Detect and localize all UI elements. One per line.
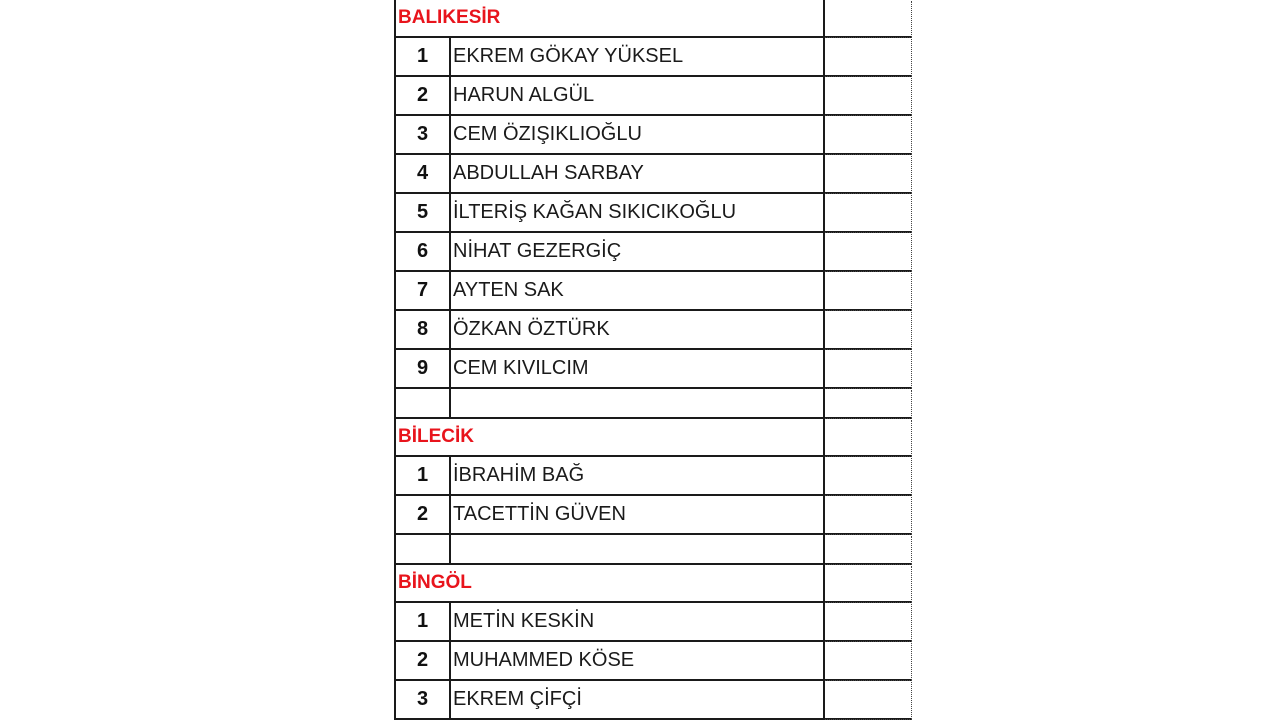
extra-cell (825, 312, 912, 349)
extra-cell (825, 566, 912, 602)
row-number: 2 (396, 642, 451, 679)
candidate-name: İLTERİŞ KAĞAN SIKICIKOĞLU (451, 194, 825, 231)
table-row (394, 116, 912, 155)
table-row (394, 272, 912, 311)
table-row (394, 681, 912, 720)
row-number: 1 (396, 38, 451, 75)
extra-cell (825, 273, 912, 310)
candidate-name: CEM KIVILCIM (451, 350, 825, 387)
candidate-name: EKREM GÖKAY YÜKSEL (451, 38, 825, 75)
extra-cell (825, 682, 912, 719)
section-title: BALIKESİR (396, 0, 825, 36)
extra-cell (825, 351, 912, 388)
extra-cell (825, 234, 912, 271)
candidate-name: ÖZKAN ÖZTÜRK (451, 311, 825, 348)
extra-cell (825, 1, 912, 37)
candidate-name: CEM ÖZIŞIKLIOĞLU (451, 116, 825, 153)
section-title: BİNGÖL (396, 565, 825, 601)
table-row (394, 155, 912, 194)
extra-cell (825, 390, 912, 418)
row-number: 3 (396, 681, 451, 718)
candidate-name: ABDULLAH SARBAY (451, 155, 825, 192)
row-number: 9 (396, 350, 451, 387)
extra-cell (825, 420, 912, 456)
table-row (394, 38, 912, 77)
table-row (394, 233, 912, 272)
empty-name-cell (451, 535, 825, 563)
extra-cell (825, 604, 912, 641)
row-number: 6 (396, 233, 451, 270)
extra-cell (825, 195, 912, 232)
extra-cell (825, 117, 912, 154)
candidate-name: TACETTİN GÜVEN (451, 496, 825, 533)
table-row (394, 350, 912, 389)
table-row (394, 457, 912, 496)
row-number: 4 (396, 155, 451, 192)
row-number: 3 (396, 116, 451, 153)
extra-cell (825, 39, 912, 76)
candidate-name: EKREM ÇİFÇİ (451, 681, 825, 718)
table-row (394, 194, 912, 233)
extra-cell (825, 643, 912, 680)
table-row (394, 642, 912, 681)
row-number: 7 (396, 272, 451, 309)
blank-row (394, 535, 912, 565)
table-row (394, 496, 912, 535)
section-title: BİLECİK (396, 419, 825, 455)
extra-cell (825, 458, 912, 495)
extra-cell (825, 156, 912, 193)
empty-number-cell (396, 535, 451, 563)
candidate-name: NİHAT GEZERGİÇ (451, 233, 825, 270)
table-row (394, 77, 912, 116)
extra-cell (825, 497, 912, 534)
extra-cell (825, 78, 912, 115)
row-number: 5 (396, 194, 451, 231)
empty-number-cell (396, 389, 451, 417)
candidate-name: AYTEN SAK (451, 272, 825, 309)
row-number: 2 (396, 77, 451, 114)
candidate-name: MUHAMMED KÖSE (451, 642, 825, 679)
row-number: 1 (396, 457, 451, 494)
candidate-name: METİN KESKİN (451, 603, 825, 640)
row-number: 8 (396, 311, 451, 348)
section-header-row (394, 419, 912, 457)
candidate-list-sheet (394, 0, 912, 720)
candidate-name: HARUN ALGÜL (451, 77, 825, 114)
section-header-row (394, 565, 912, 603)
blank-row (394, 389, 912, 419)
section-header-row (394, 0, 912, 38)
extra-cell (825, 536, 912, 564)
empty-name-cell (451, 389, 825, 417)
row-number: 1 (396, 603, 451, 640)
row-number: 2 (396, 496, 451, 533)
table-row (394, 603, 912, 642)
table-row (394, 311, 912, 350)
candidate-name: İBRAHİM BAĞ (451, 457, 825, 494)
